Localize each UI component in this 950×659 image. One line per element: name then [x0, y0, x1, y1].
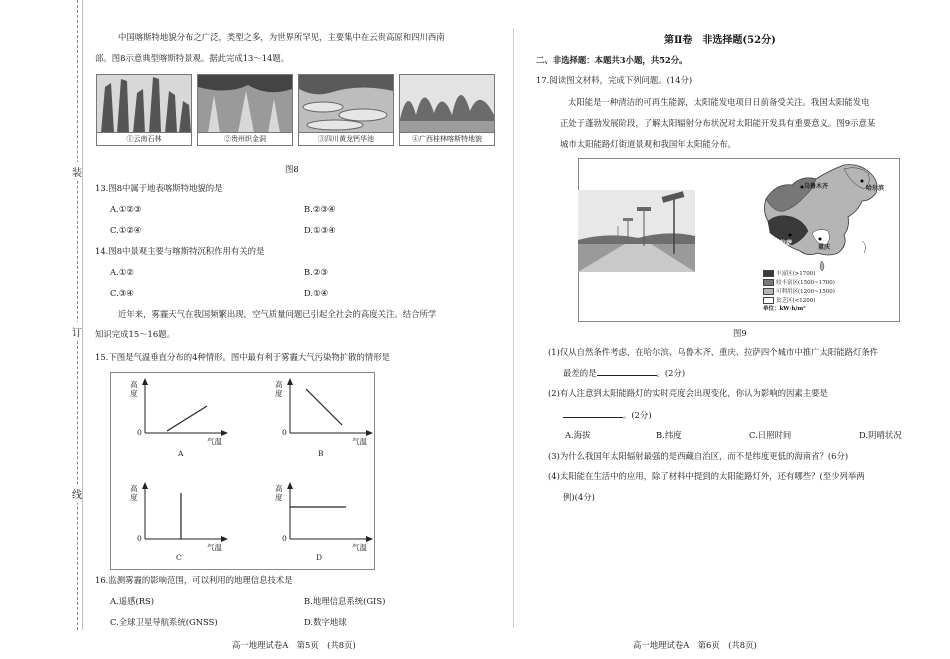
q13-option-a[interactable]: A.①②③ [110, 204, 142, 214]
left-page-footer: 高一地理试卷A 第5页 (共8页) [232, 640, 356, 650]
question-16: 16.监测雾霾的影响范围，可以利用的地理信息技术是 [95, 575, 293, 585]
part-2-answer-blank[interactable] [563, 408, 623, 418]
photo-caption-3: ③四川黄龙钙华池 [299, 132, 393, 145]
part-1-text: (1)仅从自然条件考虑，在哈尔滨、乌鲁木齐、重庆、拉萨四个城市中推广太阳能路灯条件 [548, 347, 879, 357]
graph-d-xlabel: 气温 [352, 543, 367, 552]
binding-char-xian: 线 [72, 484, 82, 503]
graph-d-ylabel-2: 度 [275, 493, 283, 502]
q13-option-d[interactable]: D.①③④ [304, 225, 336, 235]
part-2-text-2 [563, 408, 652, 421]
photo-caption-1: ①云南石林 [97, 132, 191, 145]
page-divider [513, 28, 514, 628]
photo-zhijin-cave [197, 74, 293, 146]
solar-streetlight-photo [578, 190, 695, 272]
photo-huanglong-pools [298, 74, 394, 146]
map-label-harbin: 哈尔滨 [866, 185, 885, 192]
graph-c [125, 477, 275, 557]
graph-b [270, 375, 420, 455]
legend-label-2: 较丰富区(1500~1700) [776, 280, 835, 286]
legend-item-2 [763, 279, 835, 287]
graph-b-xlabel: 气温 [352, 437, 367, 446]
part-2-option-b[interactable]: B.纬度 [656, 430, 682, 440]
graph-c-ylabel-1: 高 [130, 484, 138, 493]
legend-item-3 [763, 288, 835, 296]
q14-option-c[interactable]: C.③④ [110, 288, 134, 298]
part-2-option-c[interactable]: C.日照时间 [749, 430, 792, 440]
legend-item-1 [763, 270, 815, 278]
question-17: 17.阅读图文材料，完成下列问题。(14分) [536, 75, 693, 85]
graph-a-ylabel-1: 高 [130, 380, 138, 389]
graph-b-origin: 0 [282, 428, 287, 437]
legend-unit: 单位：kW·h/m² [763, 306, 806, 312]
graph-b-letter: B [318, 449, 324, 458]
question-14: 14.图8中景观主要与喀斯特沉积作用有关的是 [95, 246, 265, 256]
binding-line [77, 0, 78, 630]
part-2-option-d[interactable]: D.阴晴状况 [859, 430, 902, 440]
q16-option-a[interactable]: A.遥感(RS) [110, 596, 155, 606]
graph-a-xlabel: 气温 [207, 437, 222, 446]
graph-a-letter: A [178, 449, 184, 458]
q14-option-b[interactable]: B.②③ [304, 267, 328, 277]
map-label-chongqing: 重庆 [818, 244, 831, 251]
photo-stone-forest [96, 74, 192, 146]
map-label-lhasa: 拉萨 [780, 240, 793, 247]
legend-label-4: 贫乏区(<1200) [776, 298, 816, 304]
graph-d-ylabel-1: 高 [275, 484, 283, 493]
q14-option-d[interactable]: D.①④ [304, 288, 329, 298]
q14-option-a[interactable]: A.①② [110, 267, 134, 277]
q13-option-b[interactable]: B.②③④ [304, 204, 336, 214]
material-text-3: 城市太阳能路灯街道景观和我国年太阳能分布。 [560, 139, 736, 149]
photo-caption-4: ④广西桂林喀斯特地貌 [400, 132, 494, 145]
graph-c-ylabel-2: 度 [130, 493, 138, 502]
part-2-option-a[interactable]: A.海拔 [565, 430, 591, 440]
map-label-urumqi: 乌鲁木齐 [804, 183, 829, 190]
part-1-prefix: 最差的是 [563, 368, 597, 378]
graph-d [270, 477, 420, 557]
graph-c-origin: 0 [137, 534, 142, 543]
intro2-text: 近年来，雾霾天气在我国频繁出现，空气质量问题已引起全社会的高度关注。结合所学 [118, 309, 437, 319]
part-1-suffix: 。(2分) [656, 368, 686, 378]
part-4-text: (4)太阳能在生活中的应用，除了材料中提到的太阳能路灯外，还有哪些？(至少列举两 [548, 471, 865, 481]
legend-label-3: 可利用区(1200~1500) [776, 289, 835, 295]
section-subtitle: 二、非选择题：本题共3小题，共52分。 [536, 55, 688, 65]
part-1-answer-blank[interactable] [597, 366, 657, 376]
graph-a [125, 375, 275, 455]
part-2-text: (2)有人注意到太阳能路灯的实时亮度会出现变化，你认为影响的因素主要是 [548, 388, 828, 398]
intro-text-2: 部。图8示意典型喀斯特景观。据此完成13～14题。 [95, 53, 290, 63]
section-title: 第Ⅱ卷 非选择题(52分) [664, 35, 776, 46]
graph-a-origin: 0 [137, 428, 142, 437]
graph-d-origin: 0 [282, 534, 287, 543]
graph-b-ylabel-1: 高 [275, 380, 283, 389]
legend-swatch-1 [763, 270, 774, 277]
part-4-text-2: 例)(4分) [563, 492, 595, 502]
material-text-2: 正处于蓬勃发展阶段，了解太阳辐射分布状况对太阳能开发具有重要意义。图9示意某 [560, 118, 876, 128]
material-text-1: 太阳能是一种清洁的可再生能源，太阳能发电项目日前备受关注。我国太阳能发电 [568, 97, 870, 107]
legend-item-4 [763, 297, 815, 305]
figure-9-label: 图9 [733, 328, 747, 338]
right-page-footer: 高一地理试卷A 第6页 (共8页) [633, 640, 757, 650]
question-13: 13.图8中属于地表喀斯特地貌的是 [95, 183, 223, 193]
part-1-text-2 [563, 366, 685, 379]
graph-c-xlabel: 气温 [207, 543, 222, 552]
photo-guilin-karst [399, 74, 495, 146]
question-15: 15.下图是气温垂直分布的4种情形。图中最有利于雾霾大气污染物扩散的情形是 [95, 352, 391, 362]
q16-option-c[interactable]: C.全球卫星导航系统(GNSS) [110, 617, 218, 627]
legend-label-1: 丰富区(>1700) [776, 271, 816, 277]
legend-swatch-4 [763, 297, 774, 304]
graph-b-ylabel-2: 度 [275, 389, 283, 398]
graph-d-letter: D [316, 553, 323, 562]
binding-margin-line [82, 0, 83, 630]
legend-swatch-2 [763, 279, 774, 286]
part-3-text: (3)为什么我国年太阳辐射最强的是西藏自治区，而不是纬度更低的海南省？(6分) [548, 451, 849, 461]
figure-8-label: 图8 [285, 164, 299, 174]
part-2-suffix: 。(2分) [623, 410, 652, 420]
q13-option-c[interactable]: C.①②④ [110, 225, 142, 235]
q16-option-d[interactable]: D.数字地球 [304, 617, 347, 627]
legend-swatch-3 [763, 288, 774, 295]
photo-caption-2: ②贵州织金洞 [198, 132, 292, 145]
binding-char-ding: 订 [72, 322, 82, 341]
q16-option-b[interactable]: B.地理信息系统(GIS) [304, 596, 386, 606]
graph-c-letter: C [176, 553, 182, 562]
binding-char-zhuang: 装 [72, 162, 82, 181]
graph-a-ylabel-2: 度 [130, 389, 138, 398]
intro2-text-2: 知识完成15～16题。 [95, 329, 175, 339]
intro-text: 中国喀斯特地貌分布之广泛，类型之多，为世界所罕见，主要集中在云贵高原和四川西南 [118, 32, 445, 42]
